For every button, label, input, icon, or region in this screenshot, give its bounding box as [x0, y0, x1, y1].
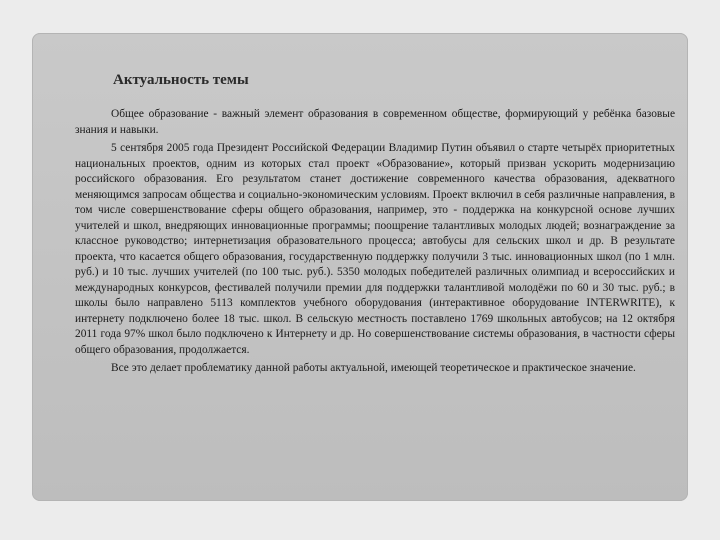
slide-title: Актуальность темы [113, 72, 249, 88]
slide-content [75, 72, 675, 380]
paragraph-conclusion: Все это делает проблематику данной работы актуальной, имеющей теоретическое и практическое значение. [111, 362, 636, 374]
paragraph-project: 5 сентября 2005 года Президент Российской Федерации Владимир Путин объявил о старте четырёх приоритетных национальных проектов, одним из которых стал проект «Образование», который призван ускорить модернизацию российского образования. Его результатом станет достижение современного качества образования, адекватного меняющимся запросам общества и социально-экономическим условиям. Проект включил в себя различные направления, в том числе совершенствование сферы общего образования, например, это - поддержка на конкурсной основе лучших учителей и школ, внедряющих инновационные программы; поощрение талантливых молодых людей; вознаграждение за классное руководство; интернетизация образовательного процесса; автобусы для сельских школ и др. В результате проекта, что касается общего образования, государственную поддержку получили 3 тыс. инновационных школ (по 1 млн. руб.) и 10 тыс. лучших учителей (по 100 тыс. руб.). 5350 молодых победителей различных олимпиад и всероссийских и международных конкурсов, фестивалей получили премии для поддержки талантливой молодёжи по 60 и 30 тыс. руб.; в школы было направлено 5113 комплектов учебного оборудования (интерактивное оборудование INTERWRITE), к интернету подключено более 18 тыс. школ. В сельскую местность поставлено 1769 школьных автобусов; на 12 октября 2011 года 97% школ было подключено к Интернету и др. Но совершенствование системы образования, в частности сферы общего образования, продолжается. [75, 142, 675, 356]
paragraph-intro: Общее образование - важный элемент образования в современном обществе, формирующий у ребёнка базовые знания и навыки. [75, 108, 675, 136]
